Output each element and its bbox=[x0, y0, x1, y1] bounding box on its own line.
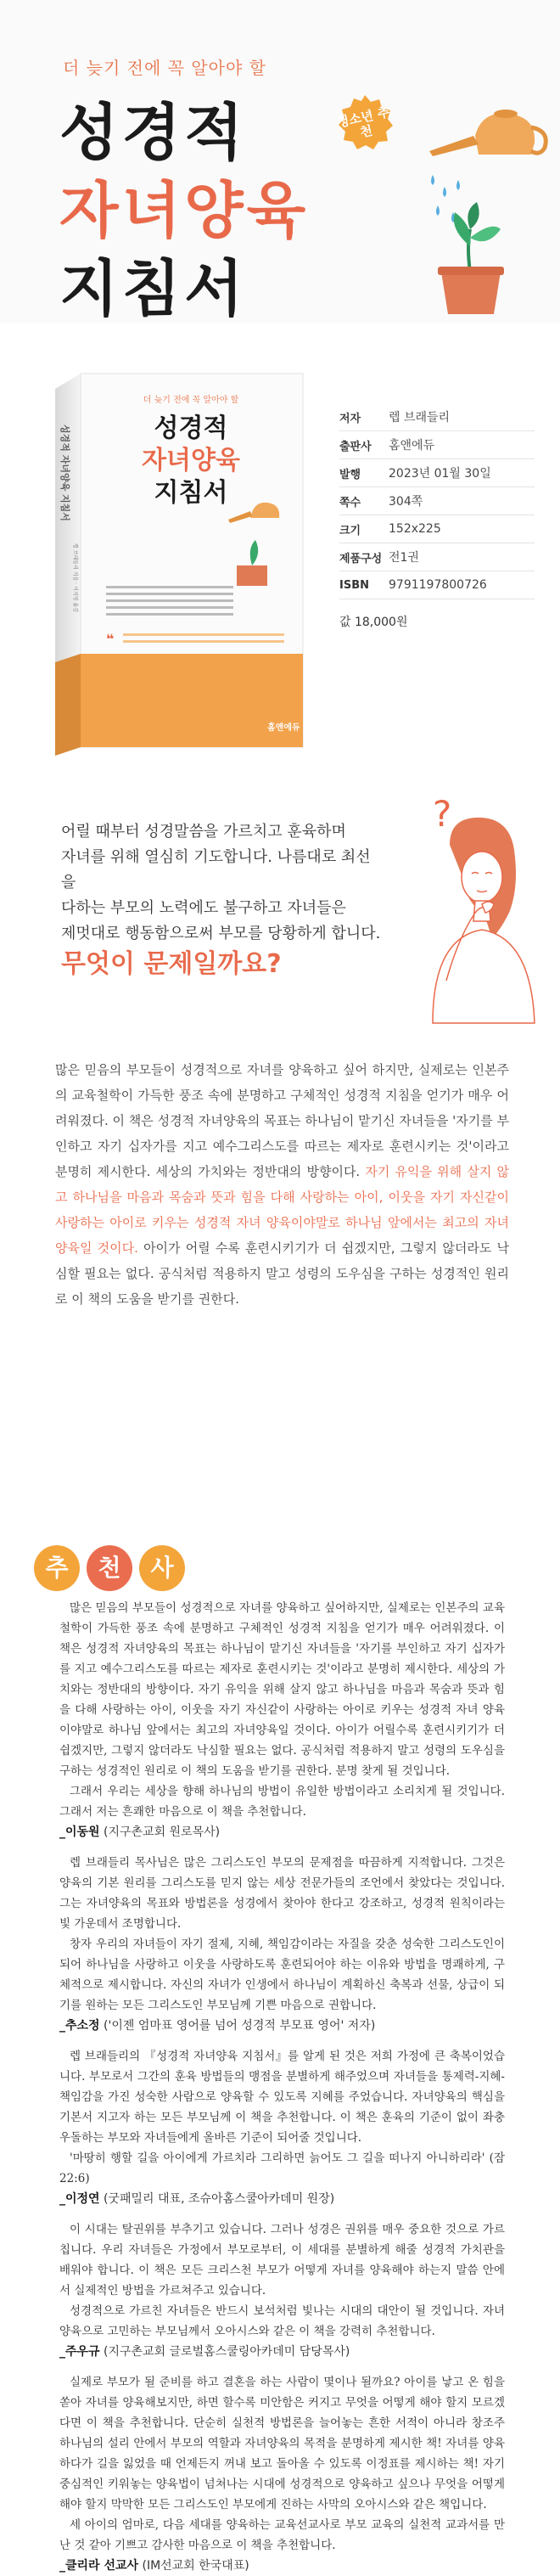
recommendation-3 bbox=[59, 2046, 505, 2209]
recommendation-2 bbox=[59, 1853, 505, 2036]
recommend-circle-1: 추 bbox=[34, 1545, 80, 1591]
info-row bbox=[339, 431, 535, 459]
rec1-para: 많은 믿음의 부모들이 성경적으로 자녀를 양육하고 싶어하지만, 실제로는 인본주의 교육철학이 가득한 풍조 속에 분명하고 구체적인 성경적 지침을 얻기가 매우 어려워졌다. 이 책은 성경적 자녀양육의 목표는 하나님이 맡기신 자녀들을 '자기를 부인하고 자기 십자가를 지고 예수그리스도를 따르는 제자로 훈련시키는 것'이라고 분명히 제시한다. 세상의 가치와는 정반대의 방향이다. 자기 유익을 위해 살지 않고 하나님을 마음과 목숨과 뜻과 힘을 다해 사랑하는 아이, 이웃을 자기 자신같이 사랑하는 아이로 키우는 성경적 자녀 양육이야말로 하나님 앞에서는 최고의 자녀양육일 것이다. 아이가 어릴수록 훈련시키기가 더 쉽겠지만, 그렇지 않더라도 낙심할 필요는 없다. 공식처럼 적용하지 말고 성령의 도우심을 구하는 성경적인 원리로 이 책의 도움을 받기를 권한다. 분명 찾게 될 것입니다. bbox=[59, 1601, 505, 1778]
info-value: 304쪽 bbox=[389, 495, 423, 509]
svg-text:?: ? bbox=[433, 793, 452, 835]
rec2-author-role: ('이젠 엄마표 영어를 넘어 성경적 부모표 영어' 저자) bbox=[99, 2019, 376, 2033]
recommend-block bbox=[59, 1598, 505, 2576]
book-cover-image bbox=[55, 374, 310, 756]
intro-text2: 아이가 어릴 수록 훈련시키기가 더 쉽겠지만, 그렇지 않더라도 낙심할 필요는 없다. 공식처럼 적용하지 말고 성령의 도우심을 구하는 성경적인 원리로 이 책의 도움을 받기를 권한다. bbox=[55, 1240, 509, 1307]
recommendation-4 bbox=[59, 2219, 505, 2362]
rec1-author-role: (지구촌교회 원로목사) bbox=[99, 1825, 221, 1839]
info-row bbox=[339, 543, 535, 571]
cover-title1: 성경적 bbox=[154, 413, 228, 443]
rec3-para: 렙 브래들리의 『성경적 자녀양육 지침서』를 알게 된 것은 저희 가정에 큰 축복이었습니다. 부모로서 그간의 훈육 방법들의 맹점을 분별하게 해주었으며 자녀들을 통제력-지혜-책임감을 가진 성숙한 사람으로 양육할 수 있도록 지혜를 주었습니다. 자녀양육의 핵심을 기본서 지고자 하는 모든 부모님께 이 책을 추천합니다. 이 책은 훈육의 기준이 없이 좌충우돌하는 부모와 자녀들에게 올바른 기준이 되어줄 것입니다. bbox=[59, 2050, 505, 2145]
rec3-para: '마땅히 행할 길을 아이에게 가르치라 그리하면 늙어도 그 길을 떠나지 아니하리라' (잠 22:6) bbox=[59, 2151, 505, 2185]
info-row bbox=[339, 571, 535, 599]
question-line2: 자녀를 위해 열심히 기도합니다. 나름대로 최선을 bbox=[61, 848, 371, 891]
question-line4: 제멋대로 행동함으로써 부모를 당황하게 합니다. bbox=[61, 925, 381, 942]
intro-highlight: 자기 유익을 위해 살지 않고 하나님을 마음과 목숨과 뜻과 힘을 다해 사랑하는 아이, 이웃을 자기 자신같이 사랑하는 아이로 키우는 성경적 자녀 양육이야말로 하나님 앞에서는 최고의 자녀양육일 것이다. bbox=[55, 1164, 509, 1256]
spine-author: 렙 브래들리 지음 · 이지영 옮김 bbox=[72, 543, 78, 612]
rec1-author-name: _이동원 bbox=[59, 1825, 100, 1839]
question-text bbox=[61, 819, 384, 947]
badge-text: 청소년 추천 bbox=[335, 104, 391, 141]
rec2-author-name: _추소정 bbox=[59, 2019, 100, 2033]
info-row bbox=[339, 459, 535, 487]
question-line3: 다하는 부모의 노력에도 불구하고 자녀들은 bbox=[61, 899, 346, 917]
intro-text1: 많은 믿음의 부모들이 성경적으로 자녀를 양육하고 싶어 하지만, 실제로는 인본주의 교육철학이 가득한 풍조 속에 분명하고 구체적인 성경적 지침을 얻기가 매우 어려워졌다. 이 책은 성경적 자녀양육의 목표는 하나님이 맡기신 자녀들을 '자기를 부인하고 자기 십자가를 지고 예수그리스도를 따르는 제자로 훈련시키는 것'이라고 분명히 제시한다. 세상의 가치와는 정반대의 방향이다. bbox=[55, 1062, 509, 1179]
cover-title2: 자녀양육 bbox=[142, 446, 240, 475]
info-key: 크기 bbox=[339, 524, 361, 537]
spine-title: 성경적 자녀양육 지침서 bbox=[59, 425, 70, 521]
rec1-para: 그래서 우리는 세상을 향해 하나님의 방법이 유일한 방법이라고 소리치게 될 것입니다. 그래서 저는 흔쾌한 마음으로 이 책을 추천합니다. bbox=[59, 1785, 505, 1819]
watering-plant-illustration bbox=[382, 102, 560, 323]
info-key: 발행 bbox=[339, 468, 361, 481]
rec4-para: 이 시대는 탈권위를 부추기고 있습니다. 그러나 성경은 권위를 매우 중요한 것으로 가르칩니다. 우리 자녀들은 가정에서 부모로부터, 이 세대를 분별하게 해줄 성경적 가치관을 배워야 합니다. 이 책은 모든 크리스천 부모가 어떻게 자녀를 양육해야 하는지 말씀 안에서 실제적인 방법을 가르쳐주고 있습니다. bbox=[59, 2223, 505, 2298]
info-value: 홈앤에듀 bbox=[389, 439, 435, 453]
info-key: 저자 bbox=[339, 412, 361, 425]
info-key: 쪽수 bbox=[339, 496, 361, 509]
info-key: ISBN bbox=[339, 578, 369, 592]
question-mark-icon bbox=[433, 793, 451, 835]
cover-pretitle: 더 늦기 전에 꼭 알아야 할 bbox=[143, 396, 239, 405]
rec5-author bbox=[59, 2556, 505, 2576]
rec5-author-name: _클리라 선교사 bbox=[59, 2559, 139, 2573]
hero-pretitle: 더 늦기 전에 꼭 알아야 할 bbox=[63, 58, 266, 78]
recommend-circle-3: 사 bbox=[139, 1545, 185, 1591]
hero-section bbox=[0, 0, 560, 323]
info-row bbox=[339, 487, 535, 515]
svg-text:❝: ❝ bbox=[106, 631, 115, 647]
rec4-author bbox=[59, 2342, 505, 2362]
rec2-para: 창자 우리의 자녀들이 자기 절제, 지혜, 책임감이라는 자질을 갖춘 성숙한 그리스도인이 되어 하나님을 사랑하고 이웃을 사랑하도록 훈련되어야 하는 이유와 방법을 명쾌하게, 구체적으로 제시합니다. 자신의 자녀가 인생에서 하나님이 계획하신 축복과 선물, 상급이 되기를 원하는 모든 그리스도인 부모님께 기쁜 마음으로 권합니다. bbox=[59, 1938, 505, 2012]
rec5-para: 세 아이의 엄마로, 다음 세대를 양육하는 교육선교사로 부모 교육의 실천적 교과서를 만난 것 같아 기쁘고 감사한 마음으로 이 책을 추천합니다. bbox=[59, 2518, 505, 2552]
rec3-author-role: (굿패밀리 대표, 조슈아홈스쿨아카데미 원장) bbox=[99, 2192, 335, 2206]
publisher-logo: 홈앤에듀 bbox=[267, 723, 300, 733]
rec2-author bbox=[59, 2016, 505, 2036]
rec4-para: 성경적으로 가르친 자녀들은 반드시 보석처럼 빛나는 시대의 대안이 될 것입니다. 자녀양육으로 고민하는 부모님께서 오아시스와 같은 이 책을 강력히 추천합니다. bbox=[59, 2304, 505, 2338]
question-line1: 어릴 때부터 성경말씀을 가르치고 훈육하며 bbox=[61, 823, 346, 841]
rec1-author bbox=[59, 1822, 505, 1842]
recommend-circle-2: 천 bbox=[87, 1545, 132, 1591]
rec4-author-name: _주우규 bbox=[59, 2345, 100, 2359]
hero-title-line3: 지침서 bbox=[59, 253, 247, 324]
cover-title3: 지침서 bbox=[154, 478, 228, 508]
book-price: 값 18,000원 bbox=[339, 616, 408, 629]
info-value: 렙 브래들리 bbox=[389, 411, 451, 425]
info-value: 전1권 bbox=[389, 551, 419, 565]
thinking-woman-illustration bbox=[382, 785, 552, 1023]
info-value: 2023년 01월 30일 bbox=[389, 467, 491, 481]
info-value: 9791197800726 bbox=[389, 578, 487, 592]
question-title: 무엇이 문제일까요? bbox=[61, 949, 282, 979]
info-row bbox=[339, 403, 535, 431]
book-info-table bbox=[339, 403, 535, 599]
info-value: 152x225 bbox=[389, 522, 441, 536]
hero-title-line2: 자녀양육 bbox=[59, 175, 310, 246]
cover-band bbox=[81, 654, 303, 747]
intro-paragraph bbox=[55, 1057, 509, 1312]
recommendation-1 bbox=[59, 1598, 505, 1842]
rec4-author-role: (지구촌교회 글로벌홈스쿨링아카데미 담당목사) bbox=[99, 2345, 350, 2359]
hero-title-line1: 성경적 bbox=[59, 97, 247, 168]
info-key: 출판사 bbox=[339, 440, 372, 453]
rec3-author-name: _이정연 bbox=[59, 2192, 100, 2206]
rec3-author bbox=[59, 2189, 505, 2209]
recommendation-5 bbox=[59, 2372, 505, 2576]
rec2-para: 렙 브래들리 목사님은 많은 그리스도인 부모의 문제점을 따끔하게 지적합니다. 그것은 양육의 기본 원리를 그리스도를 믿지 않는 세상 전문가들의 조언에서 찾았다는 것입니다. 그는 자녀양육의 목표와 방법론을 성경에서 찾아야 한다고 강조하고, 성경적 원칙이라는 빛 가운데서 조명합니다. bbox=[59, 1856, 505, 1931]
info-row bbox=[339, 515, 535, 543]
rec5-para: 실제로 부모가 될 준비를 하고 결혼을 하는 사람이 몇이나 될까요? 아이를 낳고 온 힘을 쏟아 자녀를 양육해보지만, 하면 할수록 미안함은 커지고 무엇을 어떻게 해야 할지 모르겠다면 이 책을 추천합니다. 단순히 실천적 방법론을 늘어놓는 흔한 서적이 아니라 창조주 하나님의 설리 안에서 부모의 역할과 자녀양육의 목적을 분명하게 제시한 책! 자녀를 양육하다가 길을 잃었을 때 언제든지 꺼내 보고 돌아올 수 있도록 이정표를 제시하는 책! 자기 중심적인 키워놓는 양육법이 넘쳐나는 시대에 성경적으로 양육하고 싶으나 무엇을 어떻게 해야 할지 막막한 모든 그리스도인 부모에게 진하는 사막의 오아시스와 같은 책입니다. bbox=[59, 2376, 505, 2511]
watering-can-icon bbox=[429, 110, 546, 156]
plant-icon bbox=[438, 202, 504, 314]
info-key: 제품구성 bbox=[339, 552, 383, 565]
rec5-author-role: (IM선교회 한국대표) bbox=[138, 2559, 249, 2573]
